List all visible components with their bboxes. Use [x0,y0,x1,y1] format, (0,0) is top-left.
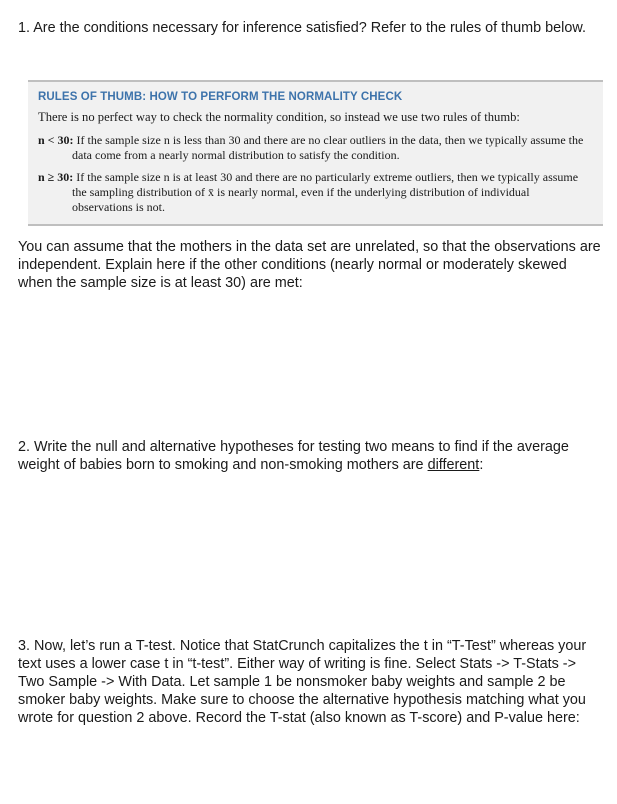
question-1-followup: You can assume that the mothers in the data set are unrelated, so that the observations are independent. Explain here if the other conditions (nearly normal or moderately skewed when the sample size is at least 30) are met: [18,239,601,291]
question-2-colon: : [479,457,484,473]
question-2-underlined-word: different [427,457,480,473]
question-3-prompt: 3. Now, let’s run a T-test. Notice that StatCrunch capitalizes the t in “T-Test” whereas your text uses a lower case t in “t-test”. Either way of writing is fine. Select Stats -> T-Stats -> Two Sample -> With Data. Let sample 1 be nonsmoker baby weights and sample 2 be smoker baby weights. Make sure to choose the alternative hypothesis matching what you wrote for question 2 above. Record the T-stat (also known as T-score) and P-value here: [18,638,587,726]
rule-large-sample [38,170,593,215]
rule-label: n ≥ 30: [38,170,74,184]
rule-label: n < 30: [38,133,74,147]
question-1-prompt: 1. Are the conditions necessary for inference satisfied? Refer to the rules of thumb below. [18,20,586,36]
rules-of-thumb-box [28,80,603,226]
rule-small-sample [38,133,593,163]
rules-box-title: RULES OF THUMB: HOW TO PERFORM THE NORMALITY CHECK [38,91,403,103]
rule-text: If the sample size n is at least 30 and there are no particularly extreme outliers, then we typically assume the sampling distribution of x̄ is nearly normal, even if the underlying distribution of individual observations is not. [72,170,579,214]
rule-text: If the sample size n is less than 30 and there are no clear outliers in the data, then we typically assume the data come from a nearly normal distribution to satisfy the condition. [72,133,584,162]
rules-box-intro: There is no perfect way to check the normality condition, so instead we use two rules of thumb: [38,110,520,124]
question-2-prompt [18,438,603,474]
question-2-text: 2. Write the null and alternative hypotheses for testing two means to find if the average weight of babies born to smoking and non-smoking mothers are [18,439,569,473]
